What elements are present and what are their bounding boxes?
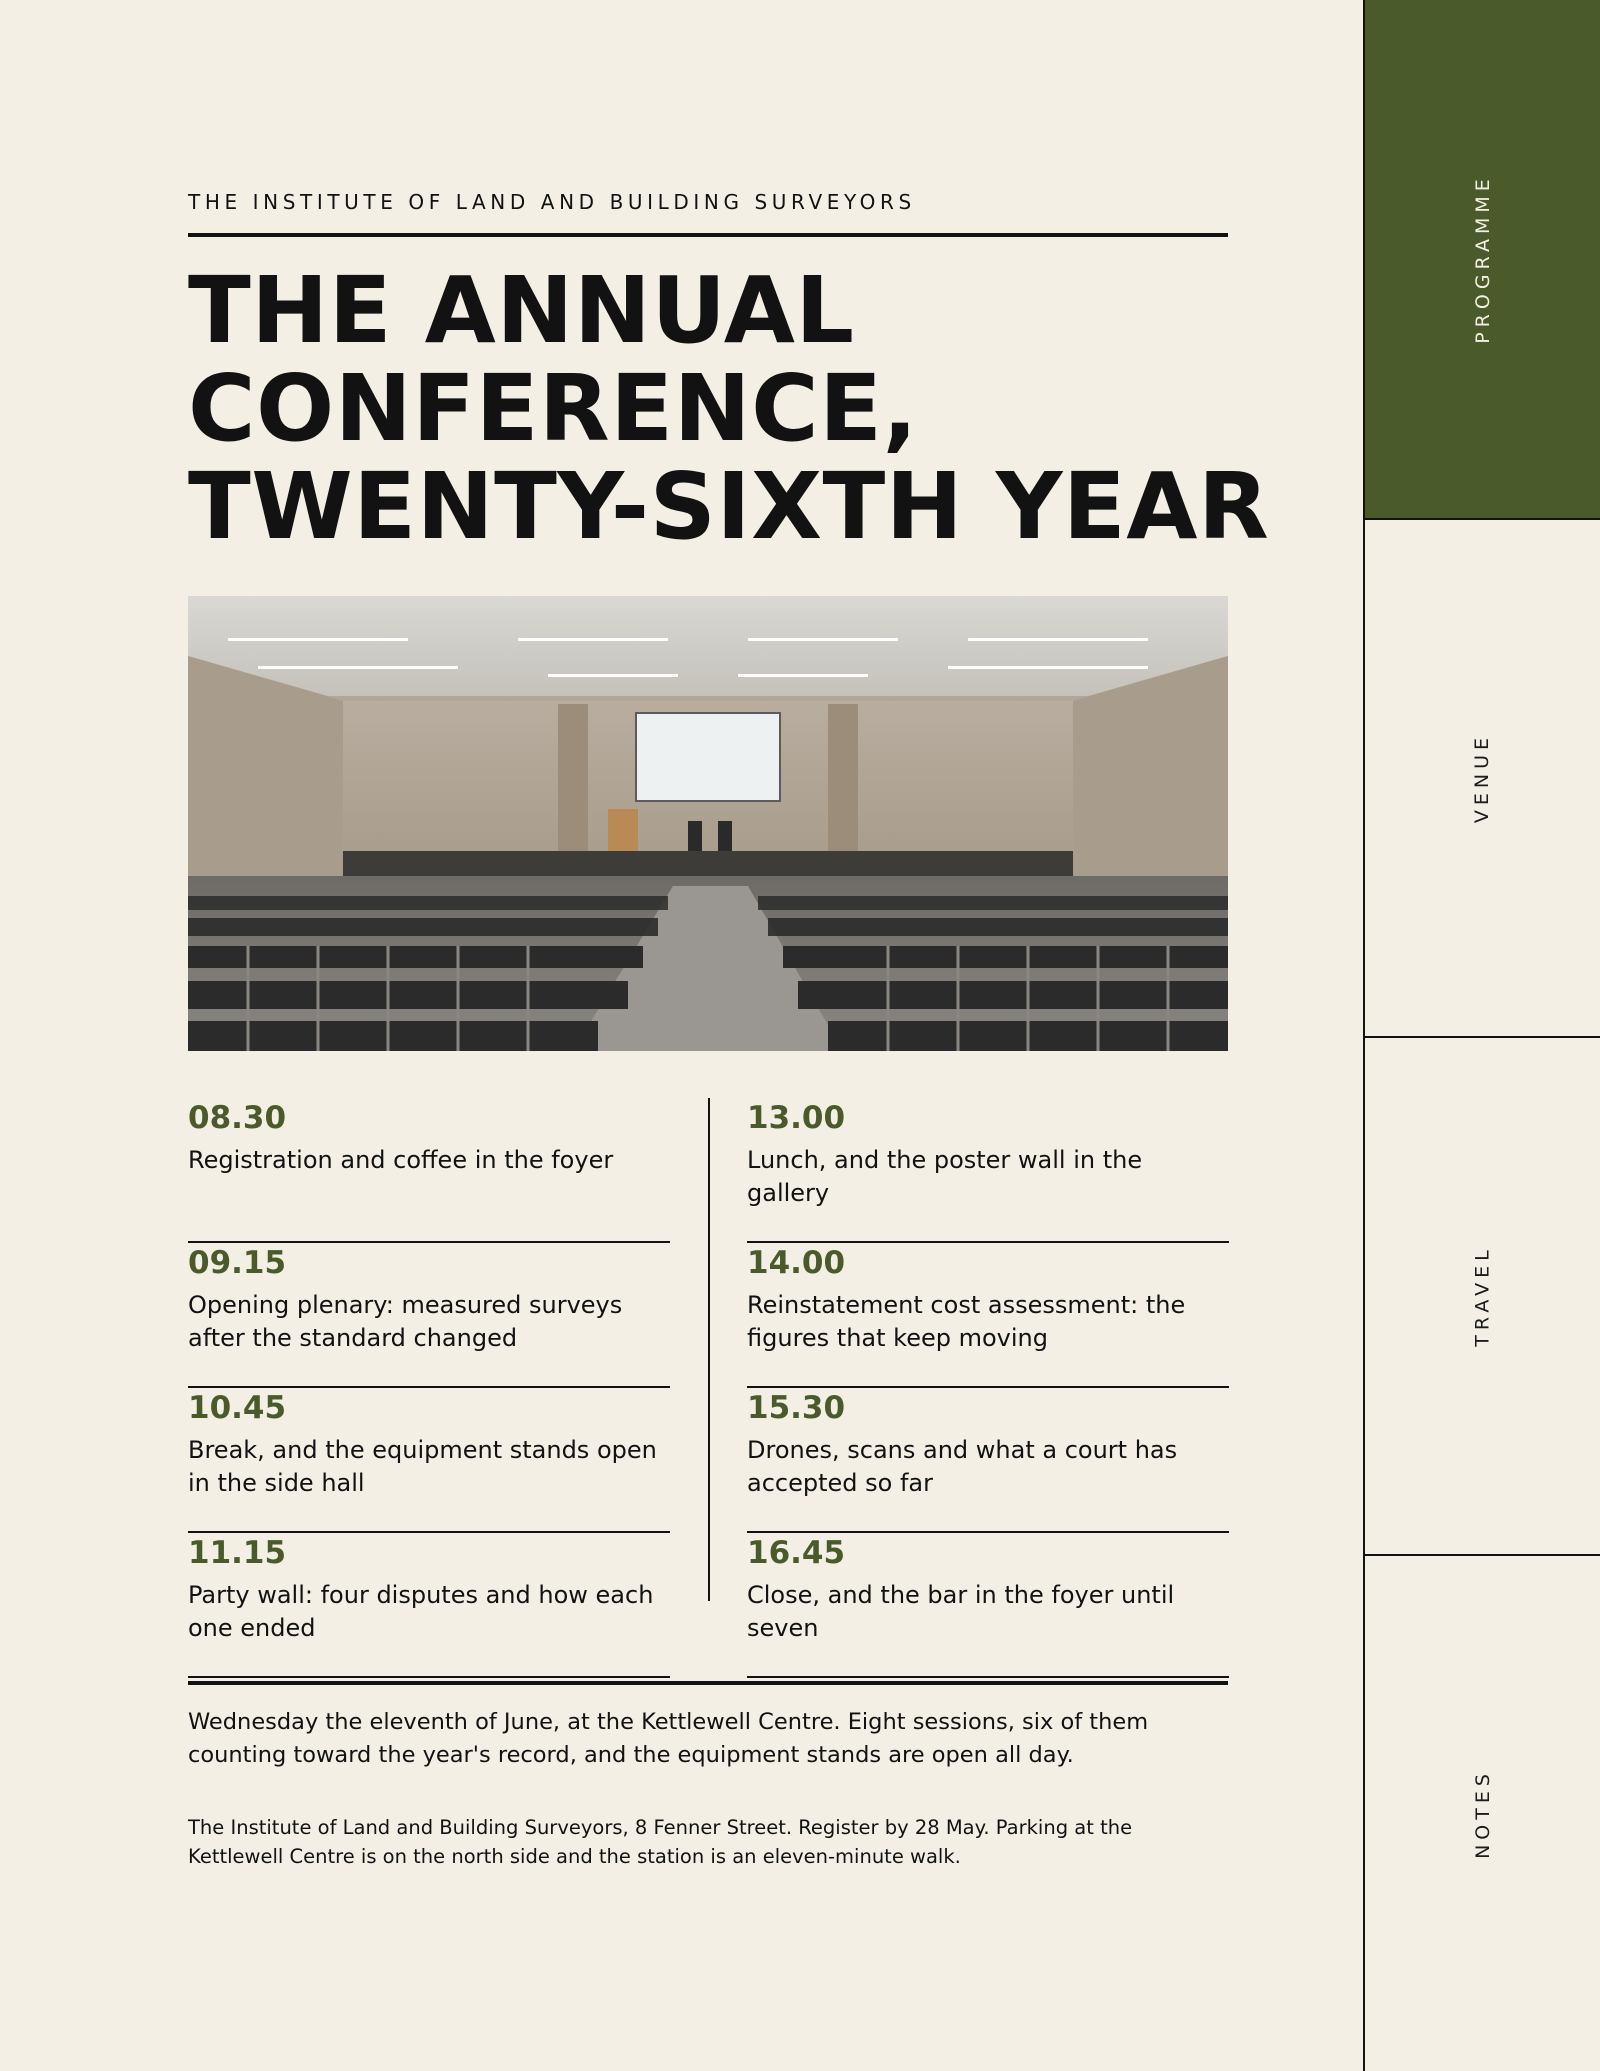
tab-label: PROGRAMME	[1471, 174, 1494, 344]
organization-name: THE INSTITUTE OF LAND AND BUILDING SURVEYORS	[188, 190, 916, 214]
summary-rule	[188, 1681, 1228, 1685]
schedule-slot	[188, 1388, 670, 1533]
title-line-2: CONFERENCE,	[188, 355, 918, 462]
schedule-slot	[747, 1533, 1229, 1678]
schedule-slot	[747, 1388, 1229, 1533]
slot-description: Close, and the bar in the foyer until seven	[747, 1581, 1175, 1642]
slot-description: Party wall: four disputes and how each one ended	[188, 1581, 654, 1642]
slot-description: Drones, scans and what a court has accepted so far	[747, 1436, 1178, 1497]
slot-time: 16.45	[747, 1535, 846, 1571]
schedule-slot	[747, 1098, 1229, 1243]
tab-label: NOTES	[1471, 1768, 1494, 1859]
schedule-slot	[188, 1533, 670, 1678]
tab-programme[interactable]	[1365, 0, 1600, 518]
slot-description: Opening plenary: measured surveys after the standard changed	[188, 1291, 623, 1352]
schedule-slot	[188, 1243, 670, 1388]
slot-description: Break, and the equipment stands open in the side hall	[188, 1436, 657, 1497]
schedule-column-morning	[188, 1098, 670, 1678]
tab-notes[interactable]	[1365, 1554, 1600, 2071]
slot-time: 10.45	[188, 1390, 287, 1426]
slot-time: 11.15	[188, 1535, 287, 1571]
schedule-slot	[188, 1098, 670, 1243]
title-line-1: THE ANNUAL	[188, 257, 855, 364]
tab-label: VENUE	[1471, 732, 1494, 824]
tab-label: TRAVEL	[1471, 1245, 1494, 1347]
slot-description: Reinstatement cost assessment: the figures that keep moving	[747, 1291, 1186, 1352]
tab-travel[interactable]	[1365, 1036, 1600, 1554]
section-sidebar	[1363, 0, 1600, 2071]
slot-time: 08.30	[188, 1100, 287, 1136]
column-divider	[708, 1098, 710, 1601]
slot-time: 15.30	[747, 1390, 846, 1426]
header-rule	[188, 233, 1228, 237]
slot-description: Lunch, and the poster wall in the gallery	[747, 1146, 1143, 1207]
schedule-slot	[747, 1243, 1229, 1388]
page-title	[188, 257, 1270, 560]
slot-time: 13.00	[747, 1100, 846, 1136]
title-line-3: TWENTY-SIXTH YEAR	[188, 453, 1270, 560]
slot-description: Registration and coffee in the foyer	[188, 1146, 614, 1174]
schedule-column-afternoon	[747, 1098, 1229, 1678]
footer-note: The Institute of Land and Building Surveyors, 8 Fenner Street. Register by 28 May. Parking at the Kettlewell Centre is on the north side and the station is an eleven-minute walk.	[188, 1816, 1133, 1868]
event-summary: Wednesday the eleventh of June, at the Kettlewell Centre. Eight sessions, six of them counting toward the year's record, and the equipment stands are open all day.	[188, 1709, 1149, 1768]
slot-time: 14.00	[747, 1245, 846, 1281]
slot-time: 09.15	[188, 1245, 287, 1281]
conference-hall-photo	[188, 596, 1228, 1051]
schedule	[188, 1098, 1228, 1663]
tab-venue[interactable]	[1365, 518, 1600, 1036]
